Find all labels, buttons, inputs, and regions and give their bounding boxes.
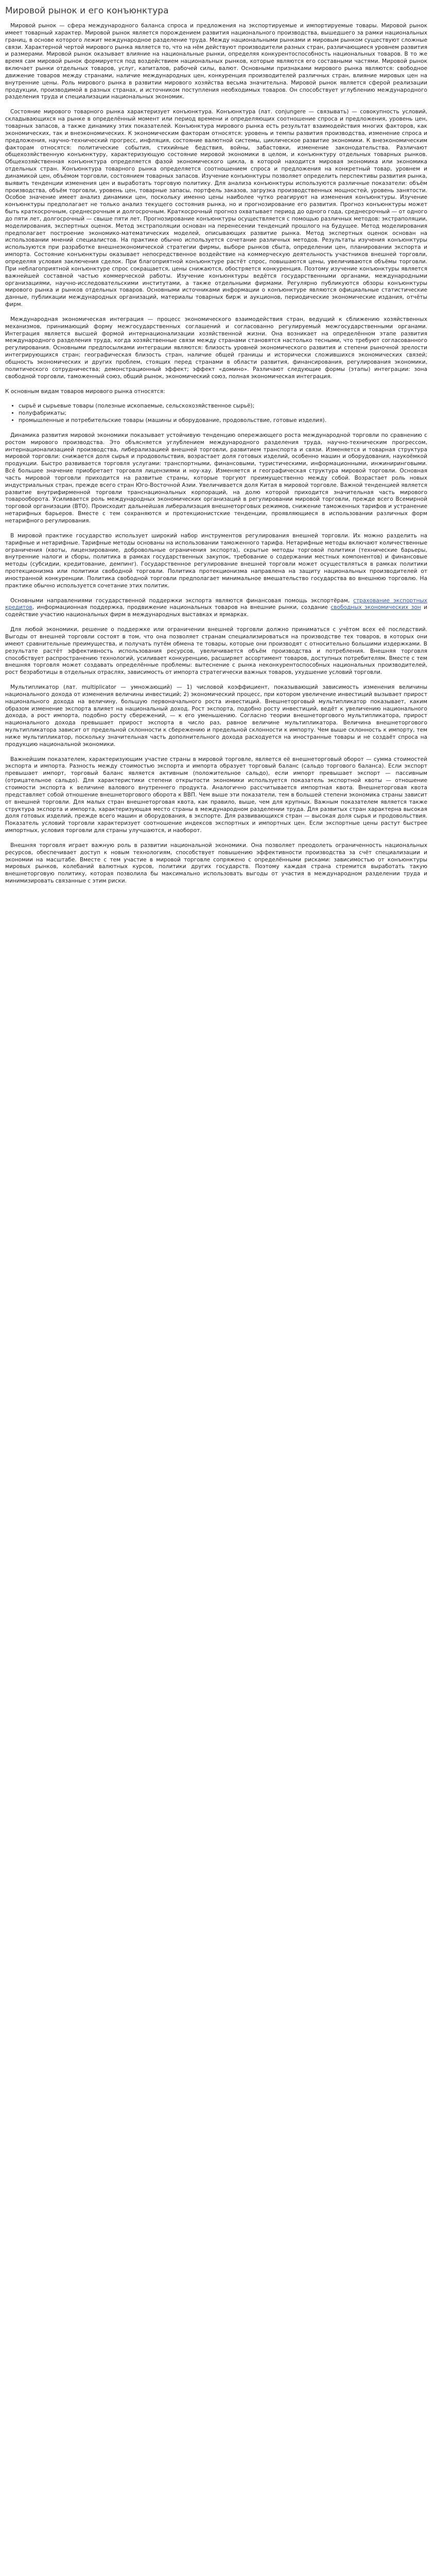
list-intro: К основным видам товаров мирового рынка относятся: [5,388,165,395]
paragraph: Динамика развития мировой экономики показывает устойчивую тенденцию опережающего роста международной торговли по сравнению с ростом мирового производства. Это объясняется углублением международного разделения труда, научно-техническим прогрессом, интернационализацией производства, либерализацией внешней торговли, развитием транспорта и связи. Изменяется и товарная структура мировой торговли: снижается доля сырья и продовольствия, возрастает доля готовых изделий, особенно машин и оборудования, наукоёмкой продукции. Быстро развивается торговля услугами: транспортными, финансовыми, туристическими, информационными, инжиниринговыми. Всё большее значение приобретает торговля лицензиями и ноу-хау. Изменяется и географическая структура мировой торговли. Основная часть мировой торговли приходится на развитые страны, которые торгуют преимущественно между собой. Возрастает роль новых индустриальных стран, прежде всего стран Юго-Восточной Азии. Увеличивается доля Китая в мировой торговле. Важной тенденцией является развитие внутрифирменной торговли транснациональных корпораций, на долю которой приходится значительная часть мирового товарооборота. Усиливается роль международных экономических организаций в регулировании мировой торговли, прежде всего Всемирной торговой организации (ВТО). Происходит дальнейшая либерализация внешнеторговых режимов, снижение таможенных тарифов и устранение нетарифных барьеров. Вместе с тем сохраняются и протекционистские тенденции, проявляющиеся в использовании различных форм нетарифного регулирования. [5,432,427,524]
bullet-list [5,403,427,425]
links-lead: Основными направлениями государственной поддержки экспорта являются финансовая помощь экспортёрам, [10,597,354,604]
links-tail: и содействие участию национальных фирм в международных выставках и ярмарках. [5,604,427,618]
paragraph: В мировой практике государство использует широкий набор инструментов регулирования внешней торговли. Их можно разделить на тарифные и нетарифные. Тарифные методы основаны на использовании таможенного тарифа. Нетарифные методы включают количественные ограничения (квоты, лицензирование, добровольные ограничения экспорта), скрытые методы торговой политики (технические барьеры, внутренние налоги и сборы, политика в рамках государственных закупок, требование о содержании местных компонентов) и финансовые методы (субсидии, кредитование, демпинг). Государственное регулирование внешней торговли может осуществляться в рамках политики протекционизма или политики свободной торговли. Политика протекционизма направлена на защиту национальных производителей от иностранной конкуренции. Политика свободной торговли предполагает минимальное вмешательство государства во внешнюю торговлю. На практике обычно используется сочетание этих политик. [5,532,427,589]
page-title: Мировой рынок и его конъюнктура [5,6,169,16]
link-free-economic-zones[interactable]: свободных экономических зон [330,604,421,611]
list-item: • полуфабрикаты; [19,410,427,417]
links-mid: , информационная поддержка, продвижение национальных товаров на внешние рынки, создание [32,604,331,611]
list-item: • сырьё и сырьевые товары (полезные ископаемые, сельскохозяйственное сырьё); [19,403,427,410]
list-item: • промышленные и потребительские товары (машины и оборудование, продовольствие, готовые изделия). [19,417,427,425]
paragraph-with-links [5,598,427,619]
paragraph: Для любой экономики, решение о поддержке или ограничении внешней торговли должно приниматься с учётом всех её последствий. Выгоды от внешней торговли состоят в том, что она позволяет странам специализироваться на производстве тех товаров, в которых они имеют сравнительные преимущества, и получать путём обмена те товары, которые они производят с относительно большими издержками. В результате растёт эффективность использования ресурсов, увеличивается объём производства и потребления. Внешняя торговля способствует распространению технологий, усиливает конкуренцию, расширяет ассортимент товаров, доступных потребителям. Вместе с тем внешняя торговля может создавать определённые проблемы: вытеснение с рынка неконкурентоспособных национальных производителей, рост безработицы в отдельных отраслях, зависимость от импорта стратегически важных товаров, ухудшение условий торговли. [5,626,427,676]
paragraph: Мультипликатор (лат. multiplicator — умножающий) — 1) числовой коэффициент, показывающий зависимость изменения величины национального дохода от изменения величины инвестиций; 2) экономический процесс, при котором увеличение инвестиций вызывает прирост национального дохода на величину, большую первоначального роста инвестиций. Внешнеторговый мультипликатор показывает, каким образом изменение экспорта влияет на национальный доход. Рост экспорта, подобно росту инвестиций, ведёт к увеличению национального дохода, а рост импорта, подобно росту сбережений, — к его уменьшению. Согласно теории внешнеторгового мультипликатора, прирост национального дохода превышает прирост экспорта в число раз, равное величине мультипликатора. Величина внешнеторгового мультипликатора зависит от предельной склонности к сбережению и предельной склонности к импорту. Чем выше склонность к импорту, тем ниже мультипликатор, поскольку значительная часть дополнительного дохода расходуется на иностранные товары и не создаёт спроса на продукцию национальной экономики. [5,684,427,748]
paragraph: Международная экономическая интеграция — процесс экономического взаимодействия стран, ведущий к сближению хозяйственных механизмов, принимающий форму межгосударственных соглашений и согласованно регулируемый межгосударственными органами. Интеграция является высшей формой интернационализации хозяйственной жизни. Она возникает на определённом этапе развития международного разделения труда, когда хозяйственные связи между странами становятся настолько тесными, что требуют согласованного регулирования. Основными предпосылками интеграции являются: близость уровней экономического развития и степени рыночной зрелости интегрирующихся стран; географическая близость стран, наличие общей границы и исторически сложившихся экономических связей; общность экономических и других проблем, стоящих перед странами в области развития, финансирования, регулирования экономики, политического сотрудничества; демонстрационный эффект; эффект «домино». Различают следующие формы (этапы) интеграции: зона свободной торговли, таможенный союз, общий рынок, экономический союз, полная экономическая интеграция. [5,316,427,380]
link-export-insurance[interactable]: страхование экспортных кредитов [5,597,428,611]
paragraph: Важнейшим показателем, характеризующим участие страны в мировой торговле, является её внешнеторговый оборот — сумма стоимостей экспорта и импорта. Разность между стоимостью экспорта и импорта образует торговый баланс (сальдо торгового баланса). Если экспорт превышает импорт, торговый баланс является активным (положительное сальдо), если импорт превышает экспорт — пассивным (отрицательное сальдо). Для характеристики степени открытости экономики используется показатель экспортной квоты — отношение стоимости экспорта к величине валового внутреннего продукта. Аналогично рассчитывается импортная квота. Внешнеторговая квота представляет собой отношение внешнеторгового оборота к ВВП. Чем выше эти показатели, тем в большей степени экономика страны зависит от внешней торговли. Для малых стран внешнеторговая квота, как правило, выше, чем для крупных. Важным показателем является также структура экспорта и импорта, характеризующая место страны в международном разделении труда. Для развитых стран характерна высокая доля готовых изделий, прежде всего машин и оборудования, в экспорте. Для развивающихся стран — высокая доля сырья и продовольствия. Показатель условий торговли характеризует соотношение индексов экспортных и импортных цен. Если экспортные цены растут быстрее импортных, условия торговли для страны улучшаются, и наоборот. [5,756,427,834]
paragraph: Внешняя торговля играет важную роль в развитии национальной экономики. Она позволяет преодолеть ограниченность национальных ресурсов, обеспечивает доступ к новым технологиям, способствует повышению эффективности производства за счёт специализации и экономии на масштабе. Вместе с тем участие в мировой торговле сопряжено с определёнными рисками: зависимостью от конъюнктуры мировых рынков, колебаний валютных курсов, политики других государств. Поэтому каждая страна стремится выработать такую внешнеторговую политику, которая позволила бы максимально использовать выгоды от участия в международном разделении труда и минимизировать связанные с этим риски. [5,842,427,885]
document-page [0,0,434,903]
paragraph: Состояние мирового товарного рынка характеризует конъюнктура. Конъюнктура (лат. conjungere — связывать) — совокупность условий, складывающихся на рынке в определённый момент или период времени и определяющих соотношение спроса и предложения, уровень цен, товарных запасов, а также динамику этих показателей. Конъюнктура мирового рынка есть результат взаимодействия многих факторов, как экономических, так и внеэкономических. К экономическим факторам относятся: уровень и темпы развития производства, изменение спроса и предложения, научно-технический прогресс, инфляция, состояние валютной системы, циклическое развитие экономики. К внеэкономическим факторам относятся: политические события, стихийные бедствия, войны, забастовки, изменение законодательства. Различают общехозяйственную конъюнктуру, характеризующую состояние мировой экономики в целом, и конъюнктуру отдельных товарных рынков. Общехозяйственная конъюнктура определяется фазой экономического цикла, в которой находится мировая экономика или экономика отдельных стран. Конъюнктура товарного рынка определяется соотношением спроса и предложения на конкретный товар, уровнем и динамикой цен, объёмом торговли, состоянием товарных запасов. Изучение конъюнктуры позволяет определить перспективы развития рынка, выявить тенденции изменения цен и выработать торговую политику. Для анализа конъюнктуры используются различные показатели: объём производства, объём торговли, уровень цен, товарные запасы, портфель заказов, загрузка производственных мощностей, уровень занятости. Особое значение имеет анализ динамики цен, поскольку именно цены наиболее чутко реагируют на изменения конъюнктуры. Изучение конъюнктуры предполагает не только анализ текущего состояния рынка, но и прогнозирование его развития. Прогноз конъюнктуры может быть краткосрочным, среднесрочным и долгосрочным. Краткосрочный прогноз охватывает период до одного года, среднесрочный — от одного до пяти лет, долгосрочный — свыше пяти лет. Прогнозирование конъюнктуры осуществляется с помощью различных методов: экстраполяции, моделирования, экспертных оценок. Метод экстраполяции основан на перенесении тенденций прошлого на будущее. Метод моделирования предполагает построение экономико-математических моделей, описывающих развитие рынка. Метод экспертных оценок основан на использовании мнений специалистов. На практике обычно используется сочетание различных методов. Результаты изучения конъюнктуры используются при разработке внешнеэкономической стратегии фирмы, выборе рынков сбыта, определении цен, планировании экспорта и импорта. Состояние конъюнктуры оказывает непосредственное воздействие на коммерческую деятельность участников внешней торговли, определяя условия заключения сделок. При благоприятной конъюнктуре растёт спрос, повышаются цены, увеличиваются объёмы торговли. При неблагоприятной конъюнктуре спрос сокращается, цены снижаются, обостряется конкуренция. Поэтому изучение конъюнктуры является важнейшей составной частью коммерческой работы. Изучение конъюнктуры ведётся государственными органами, международными организациями, научно-исследовательскими институтами, а также отдельными фирмами. Регулярно публикуются обзоры конъюнктуры мирового рынка и рынков отдельных товаров. Основными источниками информации о конъюнктуре являются официальные статистические данные, публикации международных организаций, материалы товарных бирж и аукционов, периодические экономические издания, отчёты фирм. [5,109,427,308]
paragraph: Мировой рынок — сфера международного баланса спроса и предложения на экспортируемые и импортируемые товары. Мировой рынок имеет товарный характер. Мировой рынок является порождением развития национального производства, вышедшего за рамки национальных границ, в основе которого лежит международное разделение труда. Между национальными рынками и мировым рынком существуют сложные связи. Характерной чертой мирового рынка является то, что на нём действуют производители разных стран, различающиеся уровнем развития и размерами. Мировой рынок оказывает влияние на национальные рынки, определяя конкурентоспособность национальных товаров. В то же время сам мировой рынок формируется под воздействием национальных рынков, которые являются его составными частями. Мировой рынок включает рынки отдельных товаров, услуг, капиталов, рабочей силы, валют. Основными признаками мирового рынка являются: свободное движение товаров между странами, наличие международных цен, конкуренция производителей различных стран, влияние мировых цен на внутренние цены. Роль мирового рынка в развитии мирового хозяйства весьма значительна. Мировой рынок является сферой реализации продукции, производимой в разных странах, и источником поступления необходимых товаров. Он способствует углублению международного разделения труда и специализации национальных экономик. [5,23,427,100]
